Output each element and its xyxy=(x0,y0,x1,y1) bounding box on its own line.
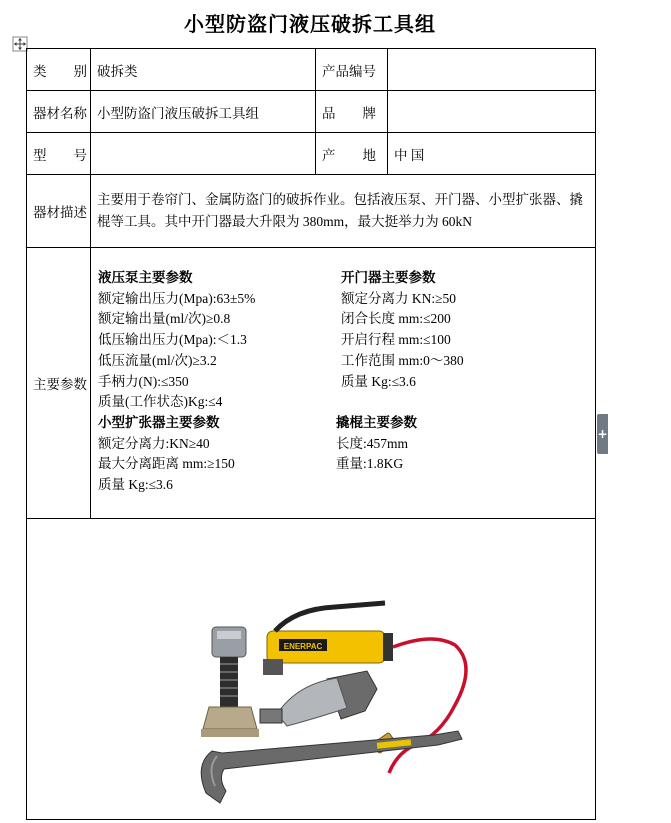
crowbar-image xyxy=(201,731,462,803)
opener-heading: 开门器主要参数 xyxy=(341,270,436,285)
name-label: 器材名称 xyxy=(27,91,91,133)
category-label: 类 别 xyxy=(27,49,91,91)
list-item: 额定输出量(ml/次)≥0.8 xyxy=(98,311,231,327)
door-opener-image xyxy=(201,627,259,737)
side-expand-tab[interactable] xyxy=(597,414,608,454)
pump-params xyxy=(98,268,255,496)
list-item: 质量 Kg:≤3.6 xyxy=(341,373,416,389)
list-item: 额定输出压力(Mpa):63±5% xyxy=(98,290,256,306)
tool-kit-photo xyxy=(27,519,595,819)
crowbar-heading: 撬棍主要参数 xyxy=(336,415,417,430)
product-number-value xyxy=(388,49,596,91)
table-row xyxy=(27,175,596,248)
params-label: 主要参数 xyxy=(27,248,91,519)
table-row xyxy=(27,248,596,519)
spreader-heading: 小型扩张器主要参数 xyxy=(98,414,220,430)
origin-value: 中 国 xyxy=(388,133,596,175)
list-item: 重量:1.8KG xyxy=(336,456,404,472)
list-item: 质量 Kg:≤3.6 xyxy=(98,477,173,493)
brand-value xyxy=(388,91,596,133)
description-text: 主要用于卷帘门、金属防盗门的破拆作业。包括液压泵、开门器、小型扩张器、撬棍等工具。其中开门器最大升限为 380mm，最大挺举力为 60kN xyxy=(91,175,596,248)
pump-brand-label: ENERPAC xyxy=(283,642,323,651)
brand-label: 品 牌 xyxy=(316,91,388,133)
table-row xyxy=(27,91,596,133)
list-item: 工作范围 mm:0～380 xyxy=(341,352,464,368)
opener-params xyxy=(341,268,464,392)
list-item: 质量(工作状态)Kg:≤4 xyxy=(98,394,223,410)
list-item: 低压流量(ml/次)≥3.2 xyxy=(98,352,217,368)
plus-icon: + xyxy=(597,427,608,441)
table-row xyxy=(27,519,596,820)
table-row xyxy=(27,133,596,175)
document-title: 小型防盗门液压破拆工具组 xyxy=(184,14,436,36)
model-label: 型 号 xyxy=(27,133,91,175)
description-label: 器材描述 xyxy=(27,175,91,248)
photo-cell xyxy=(27,519,596,820)
model-value xyxy=(91,133,316,175)
list-item: 开启行程 mm:≤100 xyxy=(341,332,451,348)
spreader-image xyxy=(260,671,377,726)
name-value: 小型防盗门液压破拆工具组 xyxy=(91,91,316,133)
hydraulic-hose-image xyxy=(389,639,466,773)
crowbar-params xyxy=(336,413,417,475)
list-item: 长度:457mm xyxy=(336,435,409,451)
list-item: 额定分离力 KN:≥50 xyxy=(341,290,457,306)
list-item: 低压输出压力(Mpa):＜1.3 xyxy=(98,332,247,348)
hydraulic-pump-image xyxy=(263,603,393,675)
origin-label: 产 地 xyxy=(316,133,388,175)
product-number-label: 产品编号 xyxy=(316,49,388,91)
params-cell xyxy=(91,248,596,519)
list-item: 最大分离距离 mm:≥150 xyxy=(98,456,235,472)
list-item: 额定分离力:KN≥40 xyxy=(98,435,210,451)
table-row xyxy=(27,49,596,91)
pump-heading: 液压泵主要参数 xyxy=(98,270,193,285)
list-item: 闭合长度 mm:≤200 xyxy=(341,311,451,327)
list-item: 手柄力(N):≤350 xyxy=(98,373,189,389)
equipment-spec-table xyxy=(26,48,596,820)
category-value: 破拆类 xyxy=(91,49,316,91)
